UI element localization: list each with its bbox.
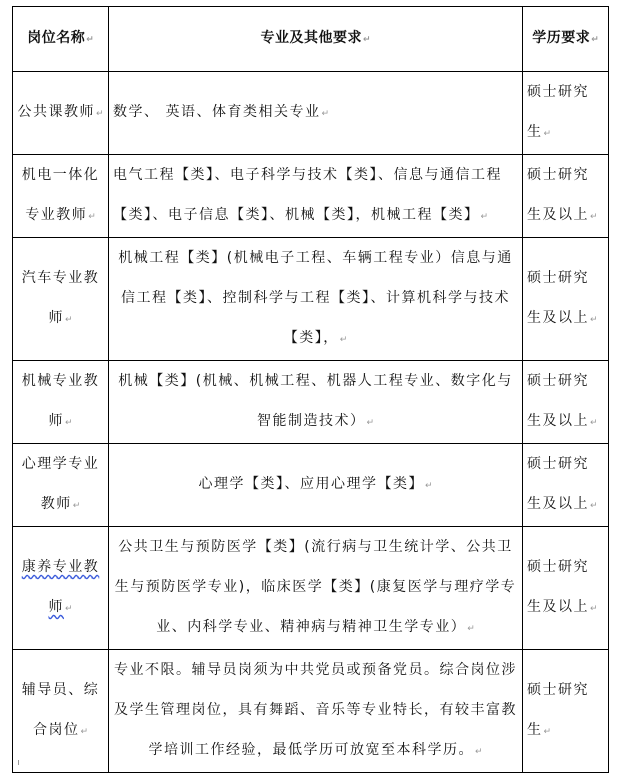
header-requirements: 专业及其他要求↵ xyxy=(109,7,523,72)
education-cell: 硕士研究生↵ xyxy=(523,650,609,773)
requirements-cell: 电气工程【类】、电子科学与技术【类】、信息与通信工程【类】、电子信息【类】、机械【类】，机械工程【类】↵ xyxy=(109,155,523,238)
position-cell: 机电一体化专业教师↵ xyxy=(13,155,109,238)
table-row xyxy=(13,238,609,361)
position-cell: 辅导员、综合岗位↵ xyxy=(13,650,109,773)
table-row xyxy=(13,650,609,773)
table-row xyxy=(13,72,609,155)
requirements-cell: 心理学【类】、应用心理学【类】↵ xyxy=(109,444,523,527)
education-cell: 硕士研究生及以上↵ xyxy=(523,155,609,238)
position-cell: 机械专业教师↵ xyxy=(13,361,109,444)
education-cell: 硕士研究生↵ xyxy=(523,72,609,155)
education-cell: 硕士研究生及以上↵ xyxy=(523,238,609,361)
table-row xyxy=(13,527,609,650)
requirements-table xyxy=(12,6,609,773)
requirements-cell: 机械【类】(机械、机械工程、机器人工程专业、数字化与智能制造技术）↵ xyxy=(109,361,523,444)
header-position: 岗位名称↵ xyxy=(13,7,109,72)
education-cell: 硕士研究生及以上↵ xyxy=(523,527,609,650)
requirements-cell: 数学、 英语、体育类相关专业↵ xyxy=(109,72,523,155)
text-cursor xyxy=(18,760,19,765)
table-row xyxy=(13,361,609,444)
table-row xyxy=(13,155,609,238)
requirements-cell: 公共卫生与预防医学【类】(流行病与卫生统计学、公共卫生与预防医学专业)，临床医学【类】(康复医学与理疗学专业、内科学专业、精神病与精神卫生学专业）↵ xyxy=(109,527,523,650)
position-cell: 心理学专业教师↵ xyxy=(13,444,109,527)
header-row xyxy=(13,7,609,72)
education-cell: 硕士研究生及以上↵ xyxy=(523,361,609,444)
header-education: 学历要求↵ xyxy=(523,7,609,72)
requirements-cell: 机械工程【类】(机械电子工程、车辆工程专业）信息与通信工程【类】、控制科学与工程【类】、计算机科学与技术【类】，↵ xyxy=(109,238,523,361)
position-cell: 公共课教师↵ xyxy=(13,72,109,155)
table-row xyxy=(13,444,609,527)
requirements-cell: 专业不限。辅导员岗须为中共党员或预备党员。综合岗位涉及学生管理岗位，具有舞蹈、音乐等专业特长，有较丰富教学培训工作经验，最低学历可放宽至本科学历。↵ xyxy=(109,650,523,773)
education-cell: 硕士研究生及以上↵ xyxy=(523,444,609,527)
position-cell: 康养专业教师↵ xyxy=(13,527,109,650)
position-cell: 汽车专业教师↵ xyxy=(13,238,109,361)
spellcheck-underlined-text: 康养专业教师 xyxy=(21,559,100,615)
